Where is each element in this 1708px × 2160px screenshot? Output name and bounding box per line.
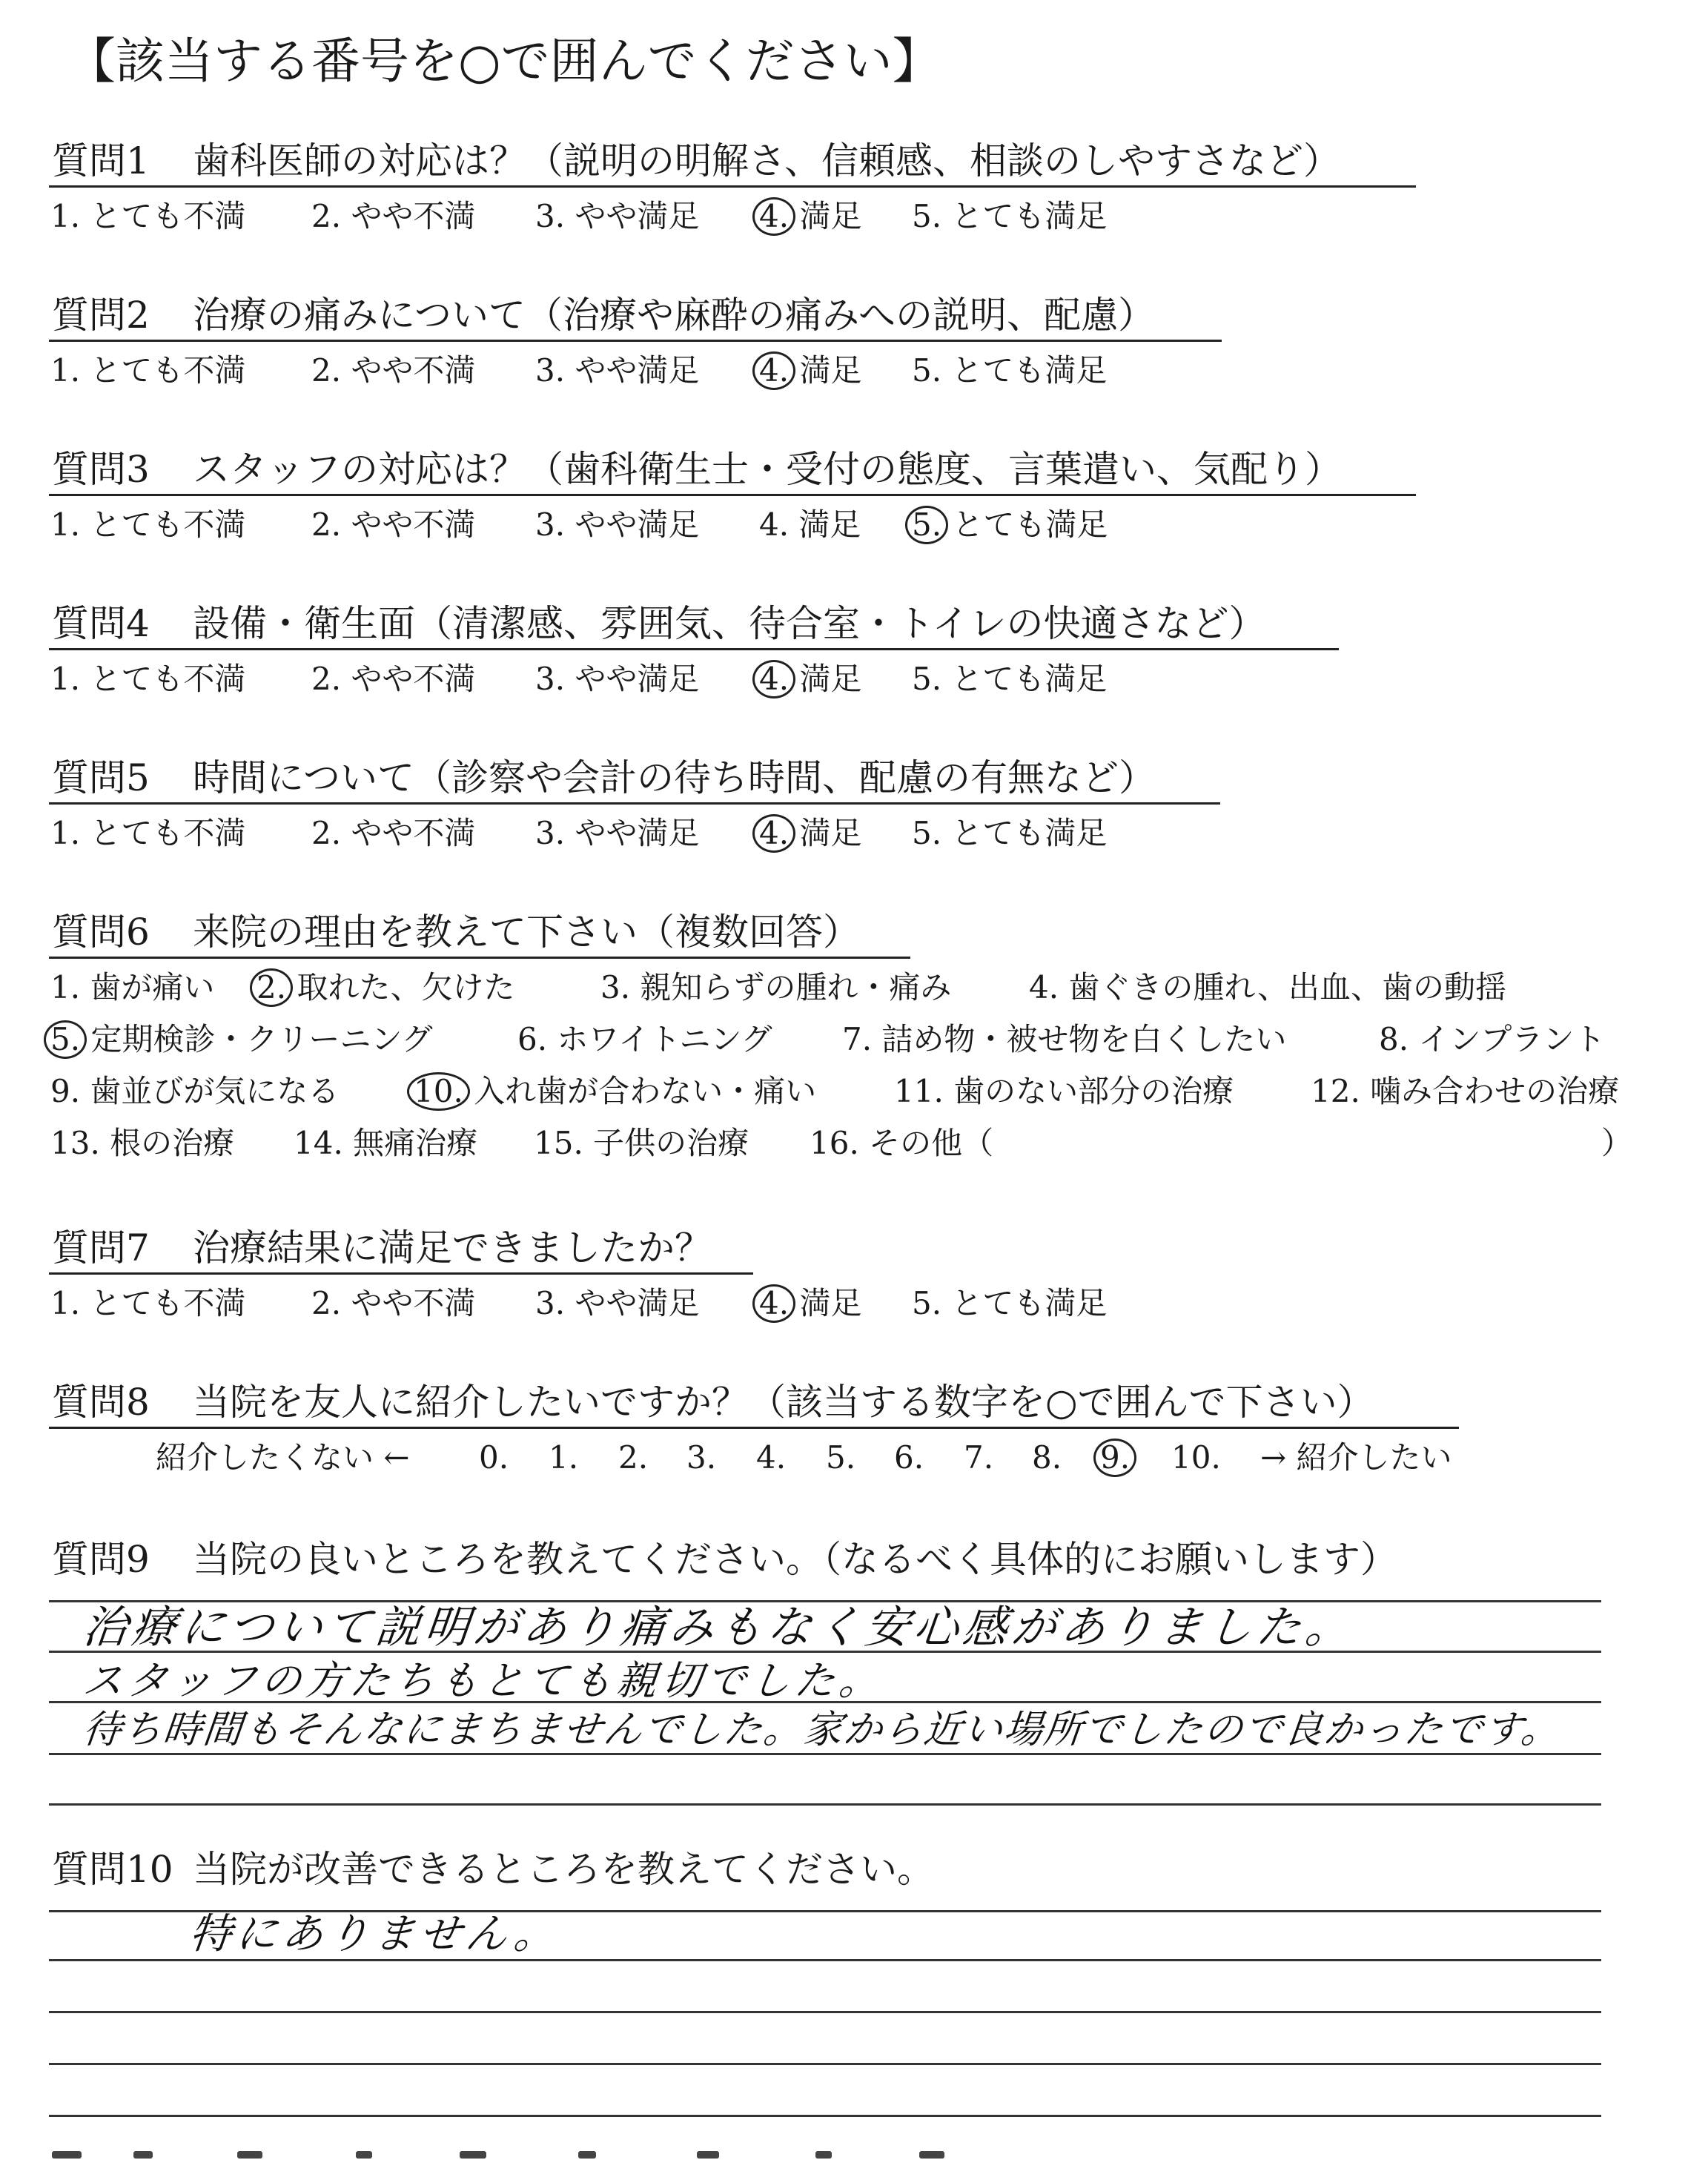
q6-option-14[interactable]: 14. 無痛治療 [294,1125,478,1161]
q2-option-4-label: 満足 [799,352,862,389]
q6-number: 質問6 [52,911,150,954]
q7-underline [49,1272,753,1275]
q7-title [52,1225,712,1271]
q7-text: 治療結果に満足できましたか？ [193,1226,712,1269]
q8-score-9[interactable] [1100,1437,1131,1479]
q10-answer-rule-5 [49,2115,1601,2117]
q6-text: 来院の理由を教えて下さい（複数回答） [193,911,860,954]
q1-selected-circle: 4. [752,197,795,236]
q8-score-8[interactable]: 8. [1032,1439,1062,1476]
q9-answer-line-1[interactable]: 治療について説明があり痛みもなく安心感がありました。 [80,1602,1357,1654]
q2-option-2[interactable]: 2. やや不満 [311,352,476,389]
q10-number: 質問10 [52,1848,173,1891]
q7-selected-circle: 4. [752,1284,795,1323]
q4-selected-circle: 4. [752,660,795,698]
q3-selected-circle: 5. [905,506,948,544]
q6-option-8[interactable]: 8. インプラント [1379,1021,1606,1057]
q5-option-5[interactable]: 5. とても満足 [912,815,1108,851]
q5-underline [49,802,1220,805]
q6-option-16[interactable]: 16. その他（ [810,1125,994,1161]
q1-option-3[interactable]: 3. やや満足 [535,198,700,234]
q8-text: 当院を友人に紹介したいですか？（該当する数字を○で囲んで下さい） [193,1381,1374,1424]
q6-option-10[interactable] [414,1071,816,1112]
q1-option-4[interactable] [759,196,861,237]
q5-option-4[interactable] [759,813,861,854]
q10-answer-rule-4 [49,2063,1601,2065]
q6-option-5[interactable] [50,1019,433,1060]
q6-underline [49,957,910,959]
q8-score-1[interactable]: 1. [549,1439,579,1476]
q8-score-3[interactable]: 3. [686,1439,717,1476]
q2-number: 質問2 [52,294,150,337]
q5-title [52,755,1156,801]
q9-answer-line-3[interactable]: 待ち時間もそんなにまちませんでした。家から近い場所でしたので良かったです。 [80,1708,1563,1752]
q9-answer-line-2[interactable]: スタッフの方たちもとても親切でした。 [80,1657,887,1704]
q1-option-4-label: 満足 [799,198,862,234]
q4-option-5[interactable]: 5. とても満足 [912,661,1108,697]
q4-text: 設備・衛生面（清潔感、雰囲気、待合室・トイレの快適さなど） [193,602,1266,645]
q5-text: 時間について（診察や会計の待ち時間、配慮の有無など） [193,756,1156,799]
q10-title [52,1846,934,1892]
sheet-heading: 【該当する番号を○で囲んでください】 [67,33,941,90]
q8-score-10[interactable]: 10. [1171,1439,1221,1476]
q4-option-1[interactable]: 1. とても不満 [50,661,246,697]
q2-option-5[interactable]: 5. とても満足 [912,352,1108,389]
q6-option-3[interactable]: 3. 親知らずの腫れ・痛み [600,969,952,1005]
q9-title [52,1536,1397,1582]
q10-text: 当院が改善できるところを教えてください。 [193,1848,934,1891]
q2-option-1[interactable]: 1. とても不満 [50,352,246,389]
q5-option-1[interactable]: 1. とても不満 [50,815,246,851]
q6-option-5-circle: 5. [44,1020,87,1059]
q9-number: 質問9 [52,1538,150,1581]
q6-option-15[interactable]: 15. 子供の治療 [534,1125,749,1161]
q6-option-2[interactable] [256,967,514,1008]
q6-option-5-label: 定期検診・クリーニング [90,1021,433,1057]
q6-option-11[interactable]: 11. 歯のない部分の治療 [894,1073,1234,1109]
q3-option-5[interactable] [912,504,1108,546]
q8-underline [49,1427,1459,1429]
q2-option-4[interactable] [759,350,861,392]
q3-title [52,446,1342,492]
q7-number: 質問7 [52,1226,150,1269]
q8-score-5[interactable]: 5. [826,1439,856,1476]
q2-underline [49,340,1222,342]
q1-option-1[interactable]: 1. とても不満 [50,198,246,234]
q7-option-4-label: 満足 [799,1285,862,1321]
q6-other-close-paren: ） [1601,1125,1633,1161]
q6-title [52,909,860,955]
q1-title [52,138,1340,184]
q4-number: 質問4 [52,602,150,645]
q1-underline [49,185,1416,188]
q5-selected-circle: 4. [752,814,795,853]
q7-option-2[interactable]: 2. やや不満 [311,1285,476,1321]
q6-option-12[interactable]: 12. 噛み合わせの治療 [1311,1073,1620,1109]
q2-title [52,292,1155,338]
q5-option-2[interactable]: 2. やや不満 [311,815,476,851]
q4-option-4-label: 満足 [799,661,862,697]
q7-option-3[interactable]: 3. やや満足 [535,1285,700,1321]
q8-score-7[interactable]: 7. [964,1439,994,1476]
q6-option-2-circle: 2. [250,968,293,1007]
q4-option-2[interactable]: 2. やや不満 [311,661,476,697]
q4-option-3[interactable]: 3. やや満足 [535,661,700,697]
q8-score-0[interactable]: 0. [479,1439,509,1476]
q1-option-5[interactable]: 5. とても満足 [912,198,1108,234]
q6-option-10-circle: 10. [407,1072,470,1111]
q4-title [52,601,1266,647]
q2-text: 治療の痛みについて（治療や麻酔の痛みへの説明、配慮） [193,294,1155,337]
q6-option-4[interactable]: 4. 歯ぐきの腫れ、出血、歯の動揺 [1029,969,1506,1005]
q5-option-4-label: 満足 [799,815,862,851]
q5-number: 質問5 [52,756,150,799]
q8-number: 質問8 [52,1381,150,1424]
q6-option-13[interactable]: 13. 根の治療 [50,1125,235,1161]
q7-option-5[interactable]: 5. とても満足 [912,1285,1108,1321]
q8-left-label: 紹介したくない ← [156,1439,410,1476]
q1-option-2[interactable]: 2. やや不満 [311,198,476,234]
q6-option-1[interactable]: 1. 歯が痛い [50,969,215,1005]
q2-option-3[interactable]: 3. やや満足 [535,352,700,389]
q3-underline [49,494,1416,496]
q6-option-9[interactable]: 9. 歯並びが気になる [50,1073,340,1109]
q10-answer-rule-3 [49,2011,1601,2013]
q9-text: 当院の良いところを教えてください。（なるべく具体的にお願いします） [193,1538,1397,1581]
q3-option-1[interactable]: 1. とても不満 [50,506,246,543]
q3-option-5-label: とても満足 [952,506,1108,543]
q7-option-4[interactable] [759,1283,861,1324]
q8-title [52,1379,1374,1425]
q3-number: 質問3 [52,448,150,491]
q3-text: スタッフの対応は？（歯科衛生士・受付の態度、言葉遣い、気配り） [193,448,1342,491]
q3-option-2[interactable]: 2. やや不満 [311,506,476,543]
q6-option-7[interactable]: 7. 詰め物・被せ物を白くしたい [842,1021,1287,1057]
q8-score-6[interactable]: 6. [894,1439,924,1476]
q8-score-4[interactable]: 4. [756,1439,787,1476]
q1-text: 歯科医師の対応は？（説明の明解さ、信頼感、相談のしやすさなど） [193,139,1340,182]
q6-option-10-label: 入れ歯が合わない・痛い [474,1073,817,1109]
q4-underline [49,648,1339,650]
q8-right-label: → 紹介したい [1260,1439,1452,1476]
q3-option-3[interactable]: 3. やや満足 [535,506,700,543]
q6-option-6[interactable]: 6. ホワイトニング [517,1021,772,1057]
cropped-bottom-edge [44,2147,1675,2160]
q3-option-4[interactable]: 4. 満足 [759,506,861,543]
q4-option-4[interactable] [759,658,861,700]
q8-selected-circle: 9. [1093,1439,1136,1477]
q9-answer-rule-5 [49,1803,1601,1806]
q6-option-2-label: 取れた、欠けた [297,969,515,1005]
q8-score-2[interactable]: 2. [618,1439,649,1476]
q7-option-1[interactable]: 1. とても不満 [50,1285,246,1321]
q5-option-3[interactable]: 3. やや満足 [535,815,700,851]
q2-selected-circle: 4. [752,351,795,390]
q1-number: 質問1 [52,139,150,182]
q10-answer-line-1[interactable]: 特にありません。 [187,1910,563,1958]
